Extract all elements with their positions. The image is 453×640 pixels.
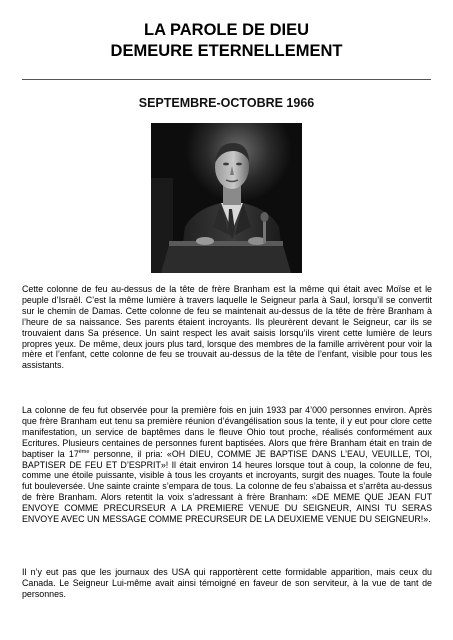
title-line-1: LA PAROLE DE DIEU (143, 21, 309, 39)
page-title (0, 20, 453, 62)
paragraph-2-part-2: personne, il pria: «OH DIEU, COMME JE BAPTISE DANS L’EAU, VEUILLE, TOI, BAPTISER DE FEU ET D’ESPRIT»! Il était environ 14 heures lorsque tout à coup, la colonne de feu, comme une étoile puissante, visible à tous les croyants et incroyants, surgit des nuages. Toute la foule fut bouleversée. Une sainte crainte s’empara de tous. La colonne de feu s’abaissa et s’arrêta au-dessus de frère Branham. Alors retentit la voix s’adressant à frère Branham: «DE MEME QUE JEAN FUT ENVOYE COMME PRECURSEUR A LA PREMIERE VENUE DU SEIGNEUR, AINSI TU SERAS ENVOYE AVEC UN MESSAGE COMME PRECURSEUR DE LA DEUXIEME VENUE DU SEIGNEUR!». (22, 448, 435, 525)
preacher-photo-graphic (151, 123, 302, 273)
preacher-photo (151, 123, 302, 273)
paragraph-2 (22, 405, 435, 525)
title-line-2: DEMEURE ETERNELLEMENT (110, 42, 343, 60)
title-divider (22, 79, 431, 80)
paragraph-3: Il n’y eut pas que les journaux des USA qui rapportèrent cette formidable apparition, mais ceux du Canada. Le Seigneur Lui-même avait ainsi témoigné en faveur de son serviteur, à la vue de tant de personnes. (22, 567, 432, 599)
paragraph-2-part-1: La colonne de feu fut observée pour la première fois en juin 1933 par 4’000 personnes environ. Après que frère Branham eut tenu sa première réunion d’évangélisation sous la tente, il y eut pour clore cette manifestation, un service de baptêmes dans le fleuve Ohio tout proche, réalisés conformément aux Ecritures. Plusieurs centaines de personnes furent baptisées. Alors que frère Branham était en train de baptiser la 17 (22, 405, 435, 459)
paragraph-1: Cette colonne de feu au-dessus de la tête de frère Branham est la même qui était avec Moïse et le peuple d’Israël. C’est la même lumière à travers laquelle le Seigneur parla à Saul, lorsqu’il se convertit sur le chemin de Damas. Cette colonne de feu se maintenait au-dessus de la tête de frère Branham à l’heure de sa naissance. Ses parents étaient incroyants. Ils pleurèrent devant le Seigneur, car ils se trouvaient dans Sa présence. Un saint respect les avait saisis lorsqu’ils virent cette lumière de leurs propres yeux. De même, deux jours plus tard, lorsque des membres de la famille arrivèrent pour voir la mère et l’enfant, cette colonne de feu se trouvait au-dessus de la tête de l’enfant, visible pour tous les assistants. (22, 284, 432, 371)
ordinal-suffix: ème (78, 448, 90, 455)
issue-date: SEPTEMBRE-OCTOBRE 1966 (138, 96, 315, 110)
